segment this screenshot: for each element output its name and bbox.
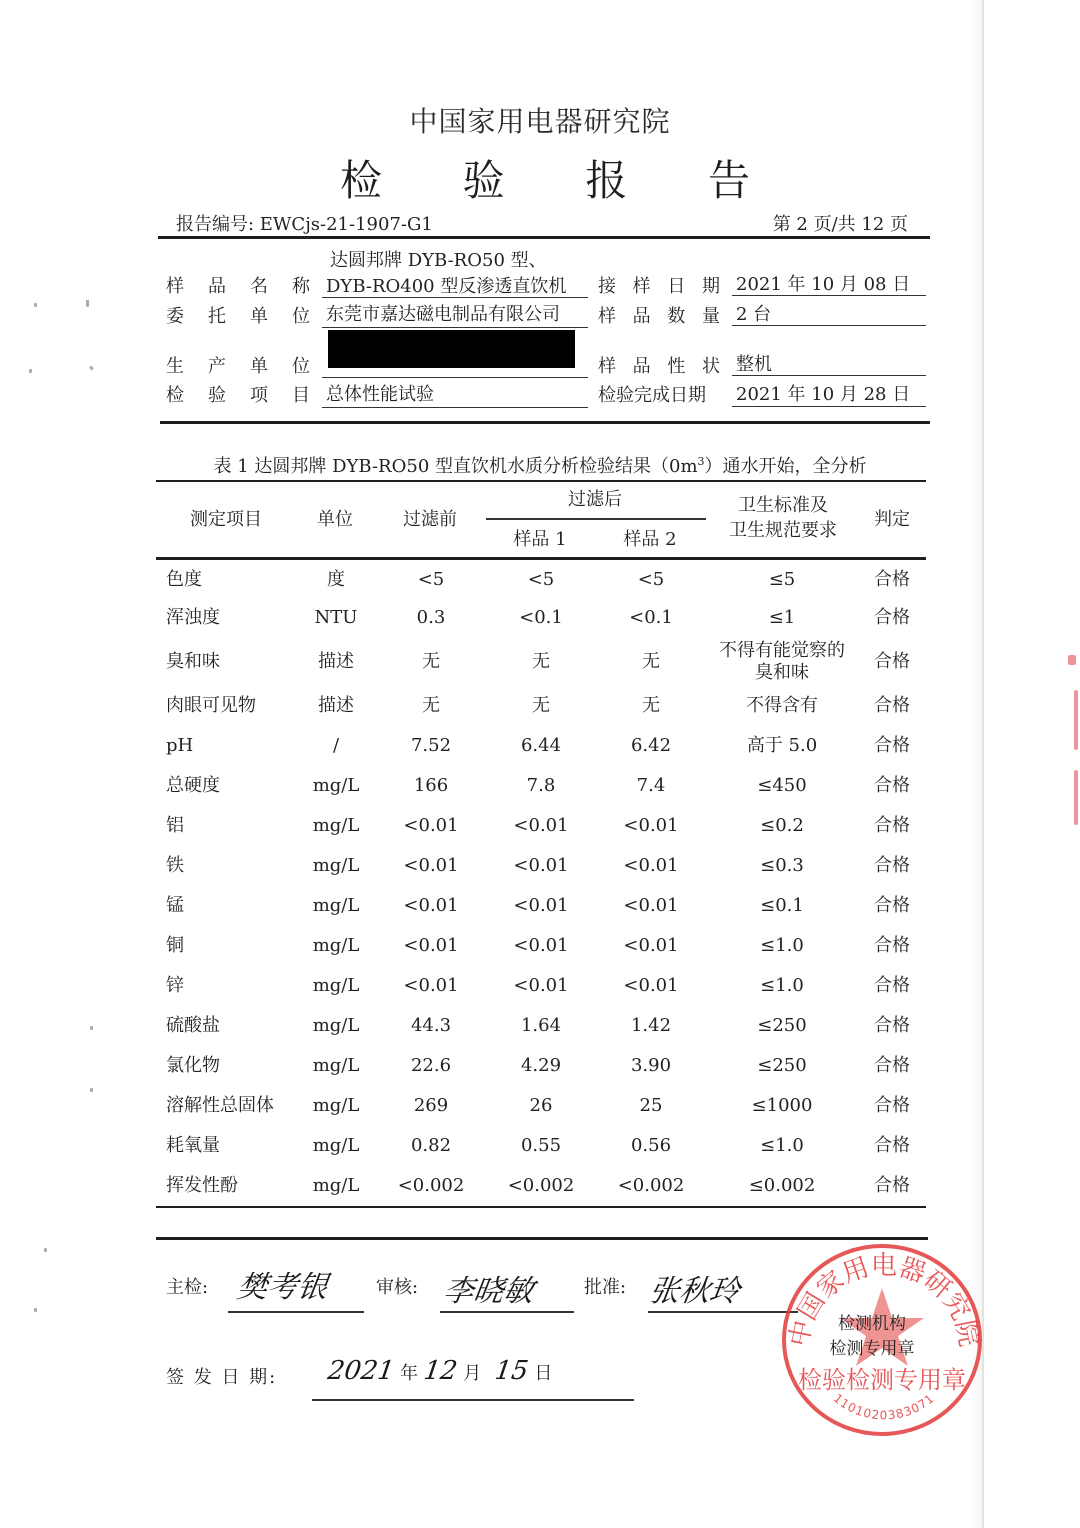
cell-verdict: 合格 — [874, 607, 910, 628]
cell-s1: <0.01 — [513, 895, 569, 916]
cell-before: <0.01 — [403, 895, 459, 916]
cell-s1: <0.1 — [519, 607, 563, 628]
cell-item: 色度 — [166, 569, 202, 590]
cell-s2: <0.1 — [629, 607, 673, 628]
scan-speck — [90, 1026, 93, 1030]
stamp-bleed-mark — [1068, 655, 1076, 665]
cell-std: 高于 5.0 — [746, 735, 818, 756]
cell-s2: 3.90 — [630, 1055, 672, 1076]
issue-day: 15 — [493, 1356, 531, 1386]
cell-item: 臭和味 — [166, 651, 220, 672]
cell-unit: mg/L — [312, 1135, 360, 1156]
cell-std: ≤0.002 — [748, 1175, 816, 1196]
sample-quantity-value — [732, 300, 926, 326]
cell-before: 269 — [413, 1095, 449, 1116]
cell-std: ≤450 — [757, 775, 807, 796]
cell-s2: 无 — [642, 695, 660, 716]
cell-s2: <5 — [637, 569, 665, 590]
header-sample1: 样品 1 — [513, 529, 567, 550]
cell-std: ≤5 — [768, 569, 796, 590]
cell-unit: mg/L — [312, 1095, 360, 1116]
scan-speck — [44, 1248, 47, 1252]
cell-before: 无 — [422, 695, 440, 716]
stamp-bleed-mark — [1074, 770, 1078, 825]
inspector-label: 主检: — [166, 1277, 209, 1298]
label-char: 单 — [250, 356, 268, 377]
stamp-bleed-mark — [1074, 690, 1078, 750]
header-sample2: 样品 2 — [623, 529, 677, 550]
cell-verdict: 合格 — [874, 855, 910, 876]
cell-verdict: 合格 — [874, 775, 910, 796]
sample-name-line1: 达圆邦牌 DYB-RO50 型、 — [330, 250, 547, 271]
issue-year: 2021 — [325, 1356, 397, 1386]
label-char: 数 — [667, 306, 686, 327]
label-char: 接 — [598, 276, 616, 297]
cell-std: ≤250 — [757, 1015, 807, 1036]
cell-unit: mg/L — [312, 935, 360, 956]
table-row — [156, 926, 926, 966]
cell-unit: mg/L — [312, 1055, 360, 1076]
table-row — [156, 1006, 926, 1046]
cell-item: 铁 — [166, 855, 184, 876]
table-row — [156, 560, 926, 600]
label-char: 位 — [292, 356, 310, 377]
cell-item: 肉眼可见物 — [166, 695, 256, 716]
cell-verdict: 合格 — [874, 735, 910, 756]
cell-item: 锌 — [166, 975, 184, 996]
reviewer-signature: 李晓敏 — [441, 1274, 536, 1309]
cell-verdict: 合格 — [874, 1055, 910, 1076]
cell-item: 耗氧量 — [166, 1135, 220, 1156]
cell-verdict: 合格 — [874, 815, 910, 836]
table-row — [156, 966, 926, 1006]
cell-item: 挥发性酚 — [166, 1175, 238, 1196]
table-bottom-rule — [156, 1206, 926, 1208]
cell-s1: <0.01 — [513, 815, 569, 836]
label-char: 生 — [166, 356, 184, 377]
title-char: 检 — [340, 156, 383, 205]
cell-unit: mg/L — [312, 775, 360, 796]
cell-before: <0.01 — [403, 855, 459, 876]
cell-verdict: 合格 — [874, 1135, 910, 1156]
sample-quantity-text: 2 台 — [736, 304, 772, 325]
issue-date-label: 签 发 日 期: — [166, 1367, 278, 1388]
cell-s1: 7.8 — [526, 775, 556, 796]
table-top-rule — [156, 480, 926, 482]
scan-speck — [29, 369, 32, 373]
label-char: 目 — [292, 385, 310, 406]
label-char: 样 — [598, 356, 616, 377]
cell-item: 锰 — [166, 895, 184, 916]
cell-s2: 无 — [642, 651, 660, 672]
cell-unit: NTU — [314, 607, 358, 628]
label-char: 单 — [250, 306, 268, 327]
label-char: 日 — [667, 276, 686, 297]
cell-s2: 0.56 — [630, 1135, 672, 1156]
cell-verdict: 合格 — [874, 695, 910, 716]
cell-std: ≤0.1 — [760, 895, 804, 916]
cell-std: ≤250 — [757, 1055, 807, 1076]
cell-unit: / — [332, 735, 340, 756]
page-indicator: 第 2 页/共 12 页 — [772, 214, 908, 235]
official-stamp — [778, 1240, 986, 1440]
receive-date-label — [598, 272, 720, 298]
inspector-signature: 樊考银 — [235, 1270, 330, 1305]
label-char: 称 — [292, 276, 310, 297]
label-char: 验 — [208, 385, 226, 406]
cell-item: pH — [166, 735, 194, 756]
cell-std: 不得含有 — [746, 695, 818, 716]
cell-before: 0.82 — [410, 1135, 452, 1156]
table-row — [156, 1126, 926, 1166]
label-char: 性 — [667, 356, 686, 377]
header-after: 过滤后 — [568, 489, 622, 510]
table-row — [156, 686, 926, 726]
stamp-overlay-line2: 检测专用章 — [829, 1339, 915, 1359]
sample-name-value — [322, 272, 588, 298]
label-char: 委 — [166, 306, 184, 327]
receive-date-value — [732, 270, 926, 296]
cell-s2: <0.01 — [623, 975, 679, 996]
cell-item: 硫酸盐 — [166, 1015, 220, 1036]
client-text: 东莞市嘉达磁电制品有限公司 — [326, 304, 560, 325]
table-row — [156, 726, 926, 766]
approver-signature: 张秋玲 — [647, 1274, 742, 1309]
cell-verdict: 合格 — [874, 895, 910, 916]
cell-unit: mg/L — [312, 815, 360, 836]
cell-s1: <5 — [527, 569, 555, 590]
svg-text:中国家用电器研究院: 中国家用电器研究院 — [784, 1250, 984, 1350]
cell-std: ≤1.0 — [760, 975, 804, 996]
cell-unit: mg/L — [312, 1015, 360, 1036]
sample-state-value — [732, 350, 926, 376]
label-char: 样 — [166, 276, 184, 297]
cell-s1: <0.002 — [507, 1175, 575, 1196]
cell-s1: 无 — [532, 651, 550, 672]
cell-s1: <0.01 — [513, 975, 569, 996]
table-row — [156, 886, 926, 926]
header-verdict: 判定 — [874, 509, 910, 530]
issue-month: 12 — [422, 1356, 460, 1386]
cell-s1: 1.64 — [520, 1015, 562, 1036]
label-char: 项 — [250, 385, 268, 406]
info-divider — [160, 421, 930, 424]
title-char: 告 — [707, 156, 750, 205]
cell-before: 0.3 — [416, 607, 446, 628]
label-char: 量 — [701, 306, 720, 327]
table-row — [156, 1086, 926, 1126]
cell-std: ≤1.0 — [760, 935, 804, 956]
cell-std: ≤1000 — [751, 1095, 813, 1116]
label-char: 样 — [632, 276, 651, 297]
manufacturer-label — [166, 352, 310, 378]
label-char: 品 — [208, 276, 226, 297]
table-row — [156, 766, 926, 806]
table-row — [156, 1046, 926, 1086]
cell-s1: 6.44 — [520, 735, 562, 756]
completion-date-label-text: 检验完成日期 — [598, 385, 706, 406]
header-standard-line2: 卫生规范要求 — [729, 520, 837, 541]
cell-before: <0.01 — [403, 935, 459, 956]
label-char: 位 — [292, 306, 310, 327]
header-after-rule — [486, 518, 706, 520]
title-char: 报 — [585, 156, 628, 205]
test-item-text: 总体性能试验 — [326, 384, 434, 405]
cell-before: <5 — [417, 569, 445, 590]
label-char: 名 — [250, 276, 268, 297]
title-char: 验 — [462, 156, 505, 205]
cell-verdict: 合格 — [874, 651, 910, 672]
cell-std: ≤0.3 — [760, 855, 804, 876]
table-row — [156, 846, 926, 886]
cell-verdict: 合格 — [874, 1175, 910, 1196]
scan-speck — [86, 300, 89, 307]
cell-s2: <0.01 — [623, 815, 679, 836]
cell-unit: mg/L — [312, 975, 360, 996]
cell-unit: mg/L — [312, 1175, 360, 1196]
cell-s2: <0.002 — [617, 1175, 685, 1196]
cell-s1: 4.29 — [520, 1055, 562, 1076]
client-label — [166, 302, 310, 328]
test-item-value — [322, 380, 588, 408]
receive-date-text: 2021 年 10 月 08 日 — [736, 274, 911, 295]
stamp-overlay-line1: 检测机构 — [838, 1314, 906, 1334]
label-char: 品 — [632, 306, 651, 327]
table-row — [156, 806, 926, 846]
month-unit: 月 — [463, 1363, 482, 1384]
header-standard-line1: 卫生标准及 — [738, 495, 828, 516]
label-char: 期 — [701, 276, 720, 297]
sample-quantity-label — [598, 302, 720, 328]
cell-std: 不得有能觉察的臭和味 — [719, 640, 845, 683]
report-number: 报告编号: EWCjs-21-1907-G1 — [176, 214, 433, 235]
issue-date-line — [312, 1399, 634, 1401]
cell-verdict: 合格 — [874, 975, 910, 996]
cell-s1: 0.55 — [520, 1135, 562, 1156]
caption-text-end: ）通水开始，全分析 — [704, 456, 867, 477]
cell-item: 溶解性总固体 — [166, 1095, 274, 1116]
cell-s2: 1.42 — [630, 1015, 672, 1036]
completion-date-label — [598, 381, 720, 407]
label-char: 状 — [701, 356, 720, 377]
sample-name-label — [166, 272, 310, 298]
test-item-label — [166, 381, 310, 407]
cell-s1: 无 — [532, 695, 550, 716]
scan-speck — [90, 1088, 93, 1092]
cell-before: <0.01 — [403, 975, 459, 996]
cell-verdict: 合格 — [874, 1015, 910, 1036]
cell-before: 无 — [422, 651, 440, 672]
reviewer-label: 审核: — [376, 1277, 419, 1298]
year-unit: 年 — [400, 1363, 419, 1384]
scan-speck — [89, 366, 94, 371]
reviewer-line — [440, 1311, 574, 1313]
approver-line — [648, 1311, 798, 1313]
document-title — [340, 148, 750, 208]
label-char: 托 — [208, 306, 226, 327]
header-item: 测定项目 — [190, 509, 262, 530]
cell-s2: <0.01 — [623, 895, 679, 916]
cell-std: ≤0.2 — [760, 815, 804, 836]
organization-name: 中国家用电器研究院 — [409, 105, 671, 138]
table-row — [156, 638, 926, 686]
cell-s1: <0.01 — [513, 935, 569, 956]
cell-s2: <0.01 — [623, 855, 679, 876]
cell-verdict: 合格 — [874, 569, 910, 590]
redaction-block — [328, 330, 575, 368]
svg-text:检验检测专用章: 检验检测专用章 — [798, 1366, 966, 1394]
cell-before: 44.3 — [410, 1015, 452, 1036]
sample-state-label — [598, 352, 720, 378]
cell-before: 7.52 — [410, 735, 452, 756]
cell-unit: 描述 — [318, 651, 354, 672]
cell-unit: mg/L — [312, 895, 360, 916]
cell-std: ≤1 — [768, 607, 796, 628]
label-char: 产 — [208, 356, 226, 377]
header-divider — [158, 236, 930, 239]
cell-before: <0.01 — [403, 815, 459, 836]
inspector-line — [228, 1311, 364, 1313]
cell-before: 22.6 — [410, 1055, 452, 1076]
scan-speck — [34, 1308, 37, 1312]
header-before: 过滤前 — [403, 509, 457, 530]
day-unit: 日 — [534, 1363, 553, 1384]
label-char: 品 — [632, 356, 651, 377]
label-char: 检 — [166, 385, 184, 406]
cell-item: 浑浊度 — [166, 607, 220, 628]
completion-date-text: 2021 年 10 月 28 日 — [736, 384, 911, 405]
cell-s2: 7.4 — [636, 775, 666, 796]
table-row — [156, 1166, 926, 1206]
cell-item: 铜 — [166, 935, 184, 956]
completion-date-value — [732, 380, 926, 407]
issue-date — [325, 1356, 553, 1386]
cell-before: <0.002 — [397, 1175, 465, 1196]
cell-item: 总硬度 — [166, 775, 220, 796]
cell-item: 铝 — [166, 815, 184, 836]
cell-s2: <0.01 — [623, 935, 679, 956]
client-value — [322, 300, 588, 328]
cell-s1: 26 — [529, 1095, 553, 1116]
table-caption — [0, 452, 1080, 478]
caption-superscript: 3 — [697, 455, 705, 468]
label-char: 样 — [598, 306, 616, 327]
cell-verdict: 合格 — [874, 935, 910, 956]
cell-std: ≤1.0 — [760, 1135, 804, 1156]
approver-label: 批准: — [584, 1277, 627, 1298]
caption-text: 表 1 达圆邦牌 DYB-RO50 型直饮机水质分析检验结果（0m — [213, 456, 698, 477]
cell-unit: 度 — [327, 569, 345, 590]
header-unit: 单位 — [317, 509, 353, 530]
svg-text:1101020383071: 1101020383071 — [830, 1391, 938, 1423]
scan-speck — [34, 303, 37, 307]
cell-item: 氯化物 — [166, 1055, 220, 1076]
cell-before: 166 — [413, 775, 449, 796]
cell-s1: <0.01 — [513, 855, 569, 876]
table-row — [156, 598, 926, 638]
cell-unit: mg/L — [312, 855, 360, 876]
cell-unit: 描述 — [318, 695, 354, 716]
sample-name-line2: DYB-RO400 型反渗透直饮机 — [326, 276, 567, 297]
cell-verdict: 合格 — [874, 1095, 910, 1116]
cell-s2: 25 — [639, 1095, 663, 1116]
sample-state-text: 整机 — [736, 354, 772, 375]
cell-s2: 6.42 — [630, 735, 672, 756]
